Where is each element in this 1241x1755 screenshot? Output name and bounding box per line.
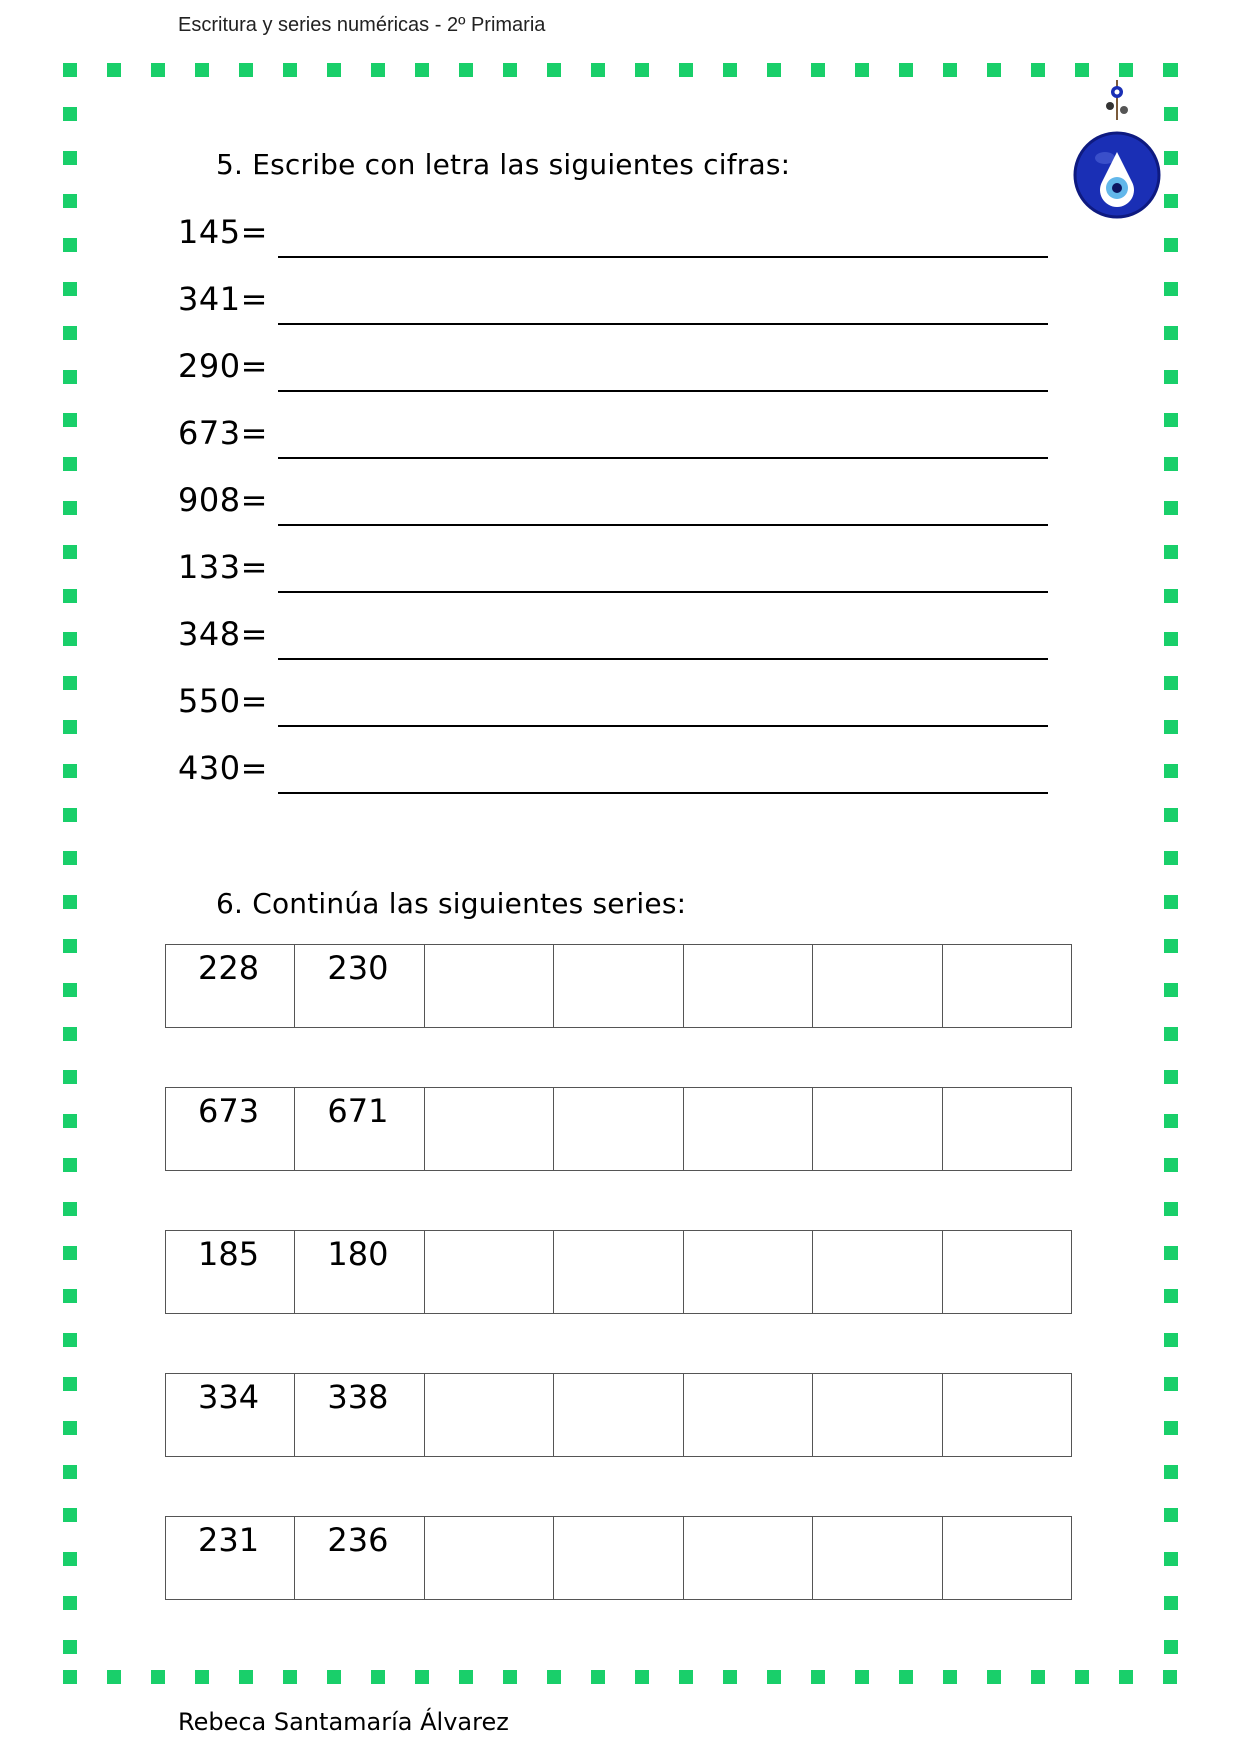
border-dot [63, 107, 77, 121]
border-dot [943, 63, 957, 77]
border-dot [63, 1421, 77, 1435]
border-dot [811, 63, 825, 77]
answer-line[interactable] [278, 591, 1048, 593]
series-cell[interactable] [295, 1517, 424, 1599]
border-dot [635, 1670, 649, 1684]
border-dot [63, 1552, 77, 1566]
series-value: 185 [198, 1235, 260, 1273]
number-label: 133= [178, 548, 268, 586]
series-cell[interactable] [943, 945, 1071, 1027]
series-cell[interactable] [813, 945, 942, 1027]
border-dot [899, 63, 913, 77]
border-dot [151, 1670, 165, 1684]
border-dot [63, 413, 77, 427]
border-dot [63, 1670, 77, 1684]
border-dot [63, 63, 77, 77]
border-dot [1164, 282, 1178, 296]
series-cell[interactable] [684, 1088, 813, 1170]
number-label: 290= [178, 347, 268, 385]
series-table-row [165, 944, 1072, 1028]
series-table-row [165, 1087, 1072, 1171]
series-cell[interactable] [166, 1231, 295, 1313]
border-dot [63, 676, 77, 690]
border-dot [767, 63, 781, 77]
border-dot [371, 63, 385, 77]
series-cell[interactable] [166, 1517, 295, 1599]
border-dot [1163, 1670, 1177, 1684]
series-value: 236 [327, 1521, 389, 1559]
border-dot [415, 1670, 429, 1684]
border-dot [63, 939, 77, 953]
series-cell[interactable] [813, 1374, 942, 1456]
list-item [178, 615, 1048, 665]
series-value: 180 [327, 1235, 389, 1273]
border-dot [1164, 808, 1178, 822]
border-dot [1164, 676, 1178, 690]
list-item [178, 280, 1048, 330]
series-cell[interactable] [425, 945, 554, 1027]
border-dot [63, 632, 77, 646]
series-cell[interactable] [943, 1517, 1071, 1599]
series-value: 673 [198, 1092, 260, 1130]
answer-line[interactable] [278, 725, 1048, 727]
border-dot [63, 1640, 77, 1654]
border-dot [1164, 764, 1178, 778]
series-table-row [165, 1373, 1072, 1457]
series-cell[interactable] [425, 1374, 554, 1456]
border-dot [635, 63, 649, 77]
border-dot [63, 808, 77, 822]
author-footer: Rebeca Santamaría Álvarez [178, 1708, 509, 1736]
border-dot [1164, 63, 1178, 77]
border-dot [459, 63, 473, 77]
number-label: 348= [178, 615, 268, 653]
border-dot [1163, 63, 1177, 77]
border-dot [899, 1670, 913, 1684]
border-dot [503, 63, 517, 77]
border-dot [1164, 1508, 1178, 1522]
answer-line[interactable] [278, 256, 1048, 258]
border-dot [195, 63, 209, 77]
border-dot [1164, 1421, 1178, 1435]
answer-line[interactable] [278, 658, 1048, 660]
border-dot [1031, 63, 1045, 77]
list-item [178, 548, 1048, 598]
answer-line[interactable] [278, 792, 1048, 794]
border-dot [63, 851, 77, 865]
border-dot [1164, 1158, 1178, 1172]
series-value: 231 [198, 1521, 260, 1559]
border-dot [63, 238, 77, 252]
border-dot [283, 1670, 297, 1684]
series-cell[interactable] [554, 1517, 683, 1599]
border-dot [1164, 194, 1178, 208]
border-dot [63, 1158, 77, 1172]
number-label: 908= [178, 481, 268, 519]
border-dot [1164, 238, 1178, 252]
list-item [178, 481, 1048, 531]
border-dot [63, 326, 77, 340]
series-table-row [165, 1230, 1072, 1314]
border-dot [1164, 1333, 1178, 1347]
border-dot [1164, 1596, 1178, 1610]
border-dot [723, 1670, 737, 1684]
border-dot [1164, 457, 1178, 471]
border-dot [1164, 501, 1178, 515]
border-dot [459, 1670, 473, 1684]
border-dot [987, 1670, 1001, 1684]
series-value: 334 [198, 1378, 260, 1416]
series-cell[interactable] [813, 1517, 942, 1599]
border-dot [811, 1670, 825, 1684]
border-dot [1164, 1640, 1178, 1654]
border-dot [591, 63, 605, 77]
border-dot [1164, 1027, 1178, 1041]
series-cell[interactable] [943, 1231, 1071, 1313]
border-dot [239, 63, 253, 77]
border-dot [1164, 983, 1178, 997]
border-dot [547, 63, 561, 77]
border-dot [327, 63, 341, 77]
border-dot [1075, 1670, 1089, 1684]
exercise-6-title: 6. Continúa las siguientes series: [216, 887, 687, 920]
border-dot [943, 1670, 957, 1684]
series-cell[interactable] [425, 1231, 554, 1313]
border-dot [987, 63, 1001, 77]
series-cell[interactable] [295, 945, 424, 1027]
border-dot [1075, 63, 1089, 77]
border-dot [63, 370, 77, 384]
series-cell[interactable] [554, 1231, 683, 1313]
border-dot [63, 1333, 77, 1347]
border-dot [1164, 939, 1178, 953]
border-dot [327, 1670, 341, 1684]
border-dot [767, 1670, 781, 1684]
border-dot [63, 720, 77, 734]
list-item [178, 682, 1048, 732]
border-dot [63, 1202, 77, 1216]
series-cell[interactable] [943, 1374, 1071, 1456]
border-dot [1164, 1070, 1178, 1084]
border-dot [1164, 151, 1178, 165]
list-item [178, 414, 1048, 464]
border-dot [63, 983, 77, 997]
number-label: 430= [178, 749, 268, 787]
border-dot [1164, 632, 1178, 646]
border-dot [1164, 1202, 1178, 1216]
series-cell[interactable] [166, 1088, 295, 1170]
series-cell[interactable] [684, 1374, 813, 1456]
border-dot [1164, 851, 1178, 865]
border-dot [1164, 413, 1178, 427]
series-cell[interactable] [813, 1231, 942, 1313]
border-dot [1164, 1246, 1178, 1260]
border-dot [63, 501, 77, 515]
answer-line[interactable] [278, 524, 1048, 526]
series-cell[interactable] [295, 1374, 424, 1456]
border-dot [63, 1508, 77, 1522]
series-cell[interactable] [684, 945, 813, 1027]
border-dot [547, 1670, 561, 1684]
border-dot [63, 63, 77, 77]
border-dot [1164, 1465, 1178, 1479]
border-dot [855, 1670, 869, 1684]
border-dot [1164, 895, 1178, 909]
exercise-5-title: 5. Escribe con letra las siguientes cifras: [216, 148, 791, 181]
border-dot [415, 63, 429, 77]
series-value: 671 [327, 1092, 389, 1130]
border-dot [107, 63, 121, 77]
series-value: 230 [327, 949, 389, 987]
series-value: 338 [327, 1378, 389, 1416]
border-dot [283, 63, 297, 77]
series-cell[interactable] [554, 1374, 683, 1456]
series-value: 228 [198, 949, 260, 987]
border-dot [63, 282, 77, 296]
border-dot [1164, 1552, 1178, 1566]
border-dot [63, 764, 77, 778]
page-header: Escritura y series numéricas - 2º Primaria [178, 14, 546, 36]
answer-line[interactable] [278, 457, 1048, 459]
border-dot [1164, 107, 1178, 121]
border-dot [1119, 1670, 1133, 1684]
series-cell[interactable] [813, 1088, 942, 1170]
border-dot [195, 1670, 209, 1684]
border-dot [1119, 63, 1133, 77]
border-dot [1164, 326, 1178, 340]
border-dot [503, 1670, 517, 1684]
series-cell[interactable] [684, 1231, 813, 1313]
series-cell[interactable] [295, 1231, 424, 1313]
series-cell[interactable] [425, 1517, 554, 1599]
border-dot [63, 194, 77, 208]
number-label: 145= [178, 213, 268, 251]
border-dot [679, 1670, 693, 1684]
series-table-row [165, 1516, 1072, 1600]
series-cell[interactable] [554, 945, 683, 1027]
border-dot [63, 1027, 77, 1041]
border-dot [1031, 1670, 1045, 1684]
border-dot [1164, 370, 1178, 384]
border-dot [239, 1670, 253, 1684]
number-label: 550= [178, 682, 268, 720]
border-dot [723, 63, 737, 77]
border-dot [63, 1070, 77, 1084]
border-dot [1164, 720, 1178, 734]
series-cell[interactable] [425, 1088, 554, 1170]
border-dot [63, 1289, 77, 1303]
border-dot [107, 1670, 121, 1684]
number-label: 673= [178, 414, 268, 452]
border-dot [1164, 1114, 1178, 1128]
border-dot [63, 1114, 77, 1128]
border-dot [591, 1670, 605, 1684]
list-item [178, 213, 1048, 263]
border-dot [679, 63, 693, 77]
answer-line[interactable] [278, 390, 1048, 392]
list-item [178, 347, 1048, 397]
border-dot [151, 63, 165, 77]
border-dot [1164, 545, 1178, 559]
number-label: 341= [178, 280, 268, 318]
series-cell[interactable] [684, 1517, 813, 1599]
series-cell[interactable] [554, 1088, 683, 1170]
border-dot [63, 895, 77, 909]
border-dot [1164, 1289, 1178, 1303]
answer-line[interactable] [278, 323, 1048, 325]
border-dot [63, 457, 77, 471]
border-dot [1164, 589, 1178, 603]
series-cell[interactable] [166, 1374, 295, 1456]
list-item [178, 749, 1048, 799]
series-cell[interactable] [166, 945, 295, 1027]
border-dot [63, 151, 77, 165]
border-dot [63, 1377, 77, 1391]
border-dot [63, 545, 77, 559]
border-dot [855, 63, 869, 77]
evil-eye-amulet-icon [1072, 80, 1162, 225]
border-dot [63, 1596, 77, 1610]
border-dot [63, 589, 77, 603]
border-dot [371, 1670, 385, 1684]
series-cell[interactable] [295, 1088, 424, 1170]
series-cell[interactable] [943, 1088, 1071, 1170]
border-dot [63, 1246, 77, 1260]
border-dot [1164, 1377, 1178, 1391]
border-dot [63, 1465, 77, 1479]
